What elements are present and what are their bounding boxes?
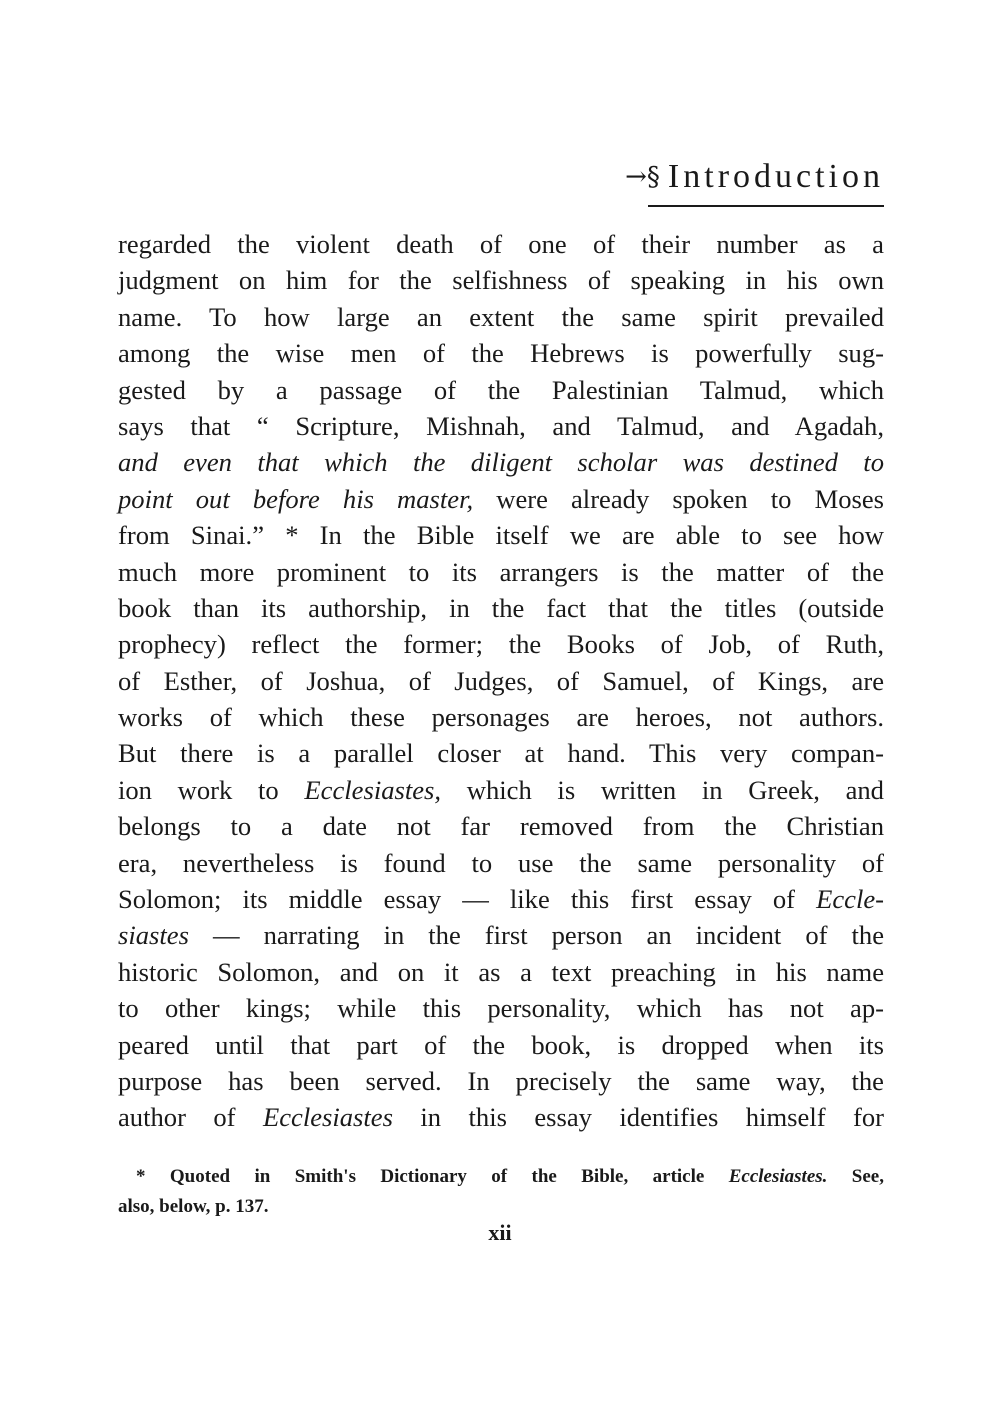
footnote-line: also, below, p. 137. [118, 1196, 269, 1217]
text-line: name. To how large an extent the same spirit prevailed [118, 301, 884, 332]
footnote [118, 1162, 884, 1222]
running-header [625, 158, 884, 196]
text-line: of Esther, of Joshua, of Judges, of Samuel, of Kings, are [118, 665, 884, 696]
body-text [118, 226, 884, 1136]
text-line: purpose has been served. In precisely the same way, the [118, 1065, 884, 1096]
italic-title: Ecclesiastes [262, 1102, 393, 1133]
italic-phrase: point out before his master, [118, 483, 474, 514]
text-line: works of which these personages are heroes, not authors. [118, 702, 884, 733]
text-line-italic: and even that which the diligent scholar was destined to [118, 447, 884, 478]
header-rule [648, 205, 884, 207]
text-line: among the wise men of the Hebrews is powerfully sug- [118, 338, 884, 369]
text-line: Solomon; its middle essay — like this first essay of Eccle- [118, 884, 884, 915]
italic-title: Ecclesiastes, [304, 774, 442, 805]
italic-title: Eccle- [816, 884, 884, 915]
text-line: regarded the violent death of one of their number as a [118, 229, 884, 259]
italic-title: Ecclesiastes. [728, 1166, 828, 1187]
text-line: era, nevertheless is found to use the same personality of [118, 847, 884, 878]
text-line: to other kings; while this personality, which has not ap- [118, 993, 884, 1024]
italic-title: siastes [118, 920, 189, 951]
text-line: judgment on him for the selfishness of speaking in his own [118, 265, 884, 296]
text-line: historic Solomon, and on it as a text preaching in his name [118, 956, 884, 987]
text-line: belongs to a date not far removed from the Christian [118, 811, 884, 842]
ornament-icon: →§ [625, 162, 660, 192]
text-line: But there is a parallel closer at hand. This very compan- [118, 738, 884, 769]
footnote-line: * Quoted in Smith's Dictionary of the Bible, article Ecclesiastes. See, [136, 1166, 884, 1187]
text-line: ion work to Ecclesiastes, which is written in Greek, and [118, 774, 884, 805]
text-line: author of Ecclesiastes in this essay identifies himself for [118, 1102, 885, 1133]
page-number: xii [488, 1220, 512, 1245]
text-line: says that “ Scripture, Mishnah, and Talmud, and Agadah, [118, 410, 884, 441]
text-line: from Sinai.” * In the Bible itself we are able to see how [118, 520, 884, 551]
page-title: Introduction [667, 158, 884, 195]
text-line: gested by a passage of the Palestinian Talmud, which [118, 374, 884, 405]
text-line: prophecy) reflect the former; the Books of Job, of Ruth, [118, 629, 884, 660]
text-line: point out before his master, were already spoken to Moses [118, 483, 885, 514]
text-line: much more prominent to its arrangers is the matter of the [118, 556, 884, 587]
text-line: siastes — narrating in the first person an incident of the [118, 920, 884, 951]
text-line: book than its authorship, in the fact that the titles (outside [118, 592, 884, 623]
text-line: peared until that part of the book, is dropped when its [118, 1029, 884, 1060]
